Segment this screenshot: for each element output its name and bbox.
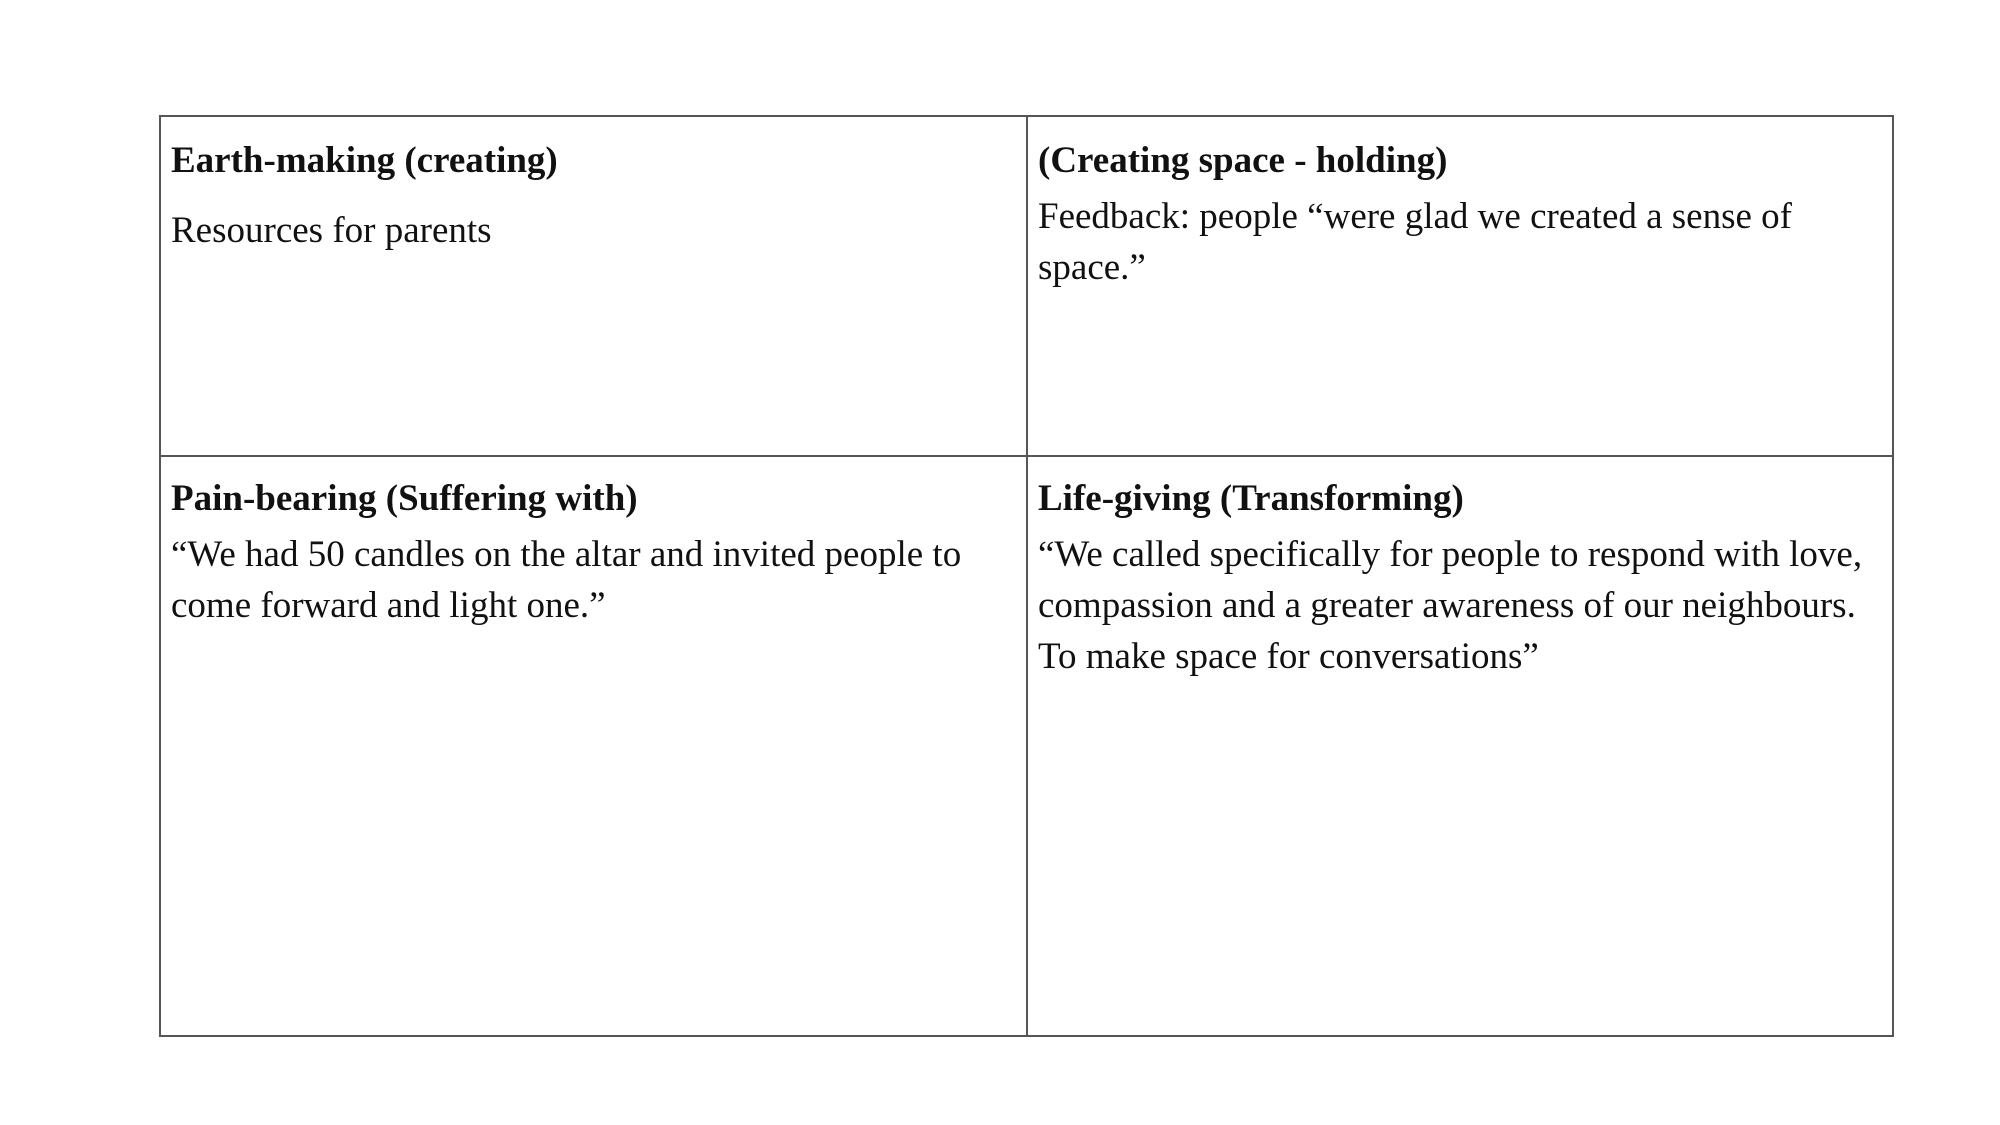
quadrant-pain-bearing: [161, 457, 1028, 1035]
quadrant-heading: Earth-making (creating): [171, 140, 558, 181]
quadrant-earth-making: [161, 117, 1028, 457]
quadrant-body: Resources for parents: [171, 210, 492, 252]
quadrant-heading: Life-giving (Transforming): [1038, 478, 1464, 519]
quadrant-heading: Pain-bearing (Suffering with): [171, 478, 638, 519]
quadrant-body: “We had 50 candles on the altar and invited people to come forward and light one.”: [171, 534, 962, 627]
quadrant-body: “We called specifically for people to respond with love, compassion and a greater awareness of our neighbours. To make space for conversations”: [1038, 534, 1863, 678]
quadrant-heading: (Creating space - holding): [1038, 140, 1448, 181]
quadrant-body: Feedback: people “were glad we created a sense of space.”: [1038, 196, 1793, 289]
quadrant-table: [159, 115, 1894, 1037]
quadrant-creating-space: [1028, 117, 1892, 457]
quadrant-life-giving: [1028, 457, 1892, 1035]
